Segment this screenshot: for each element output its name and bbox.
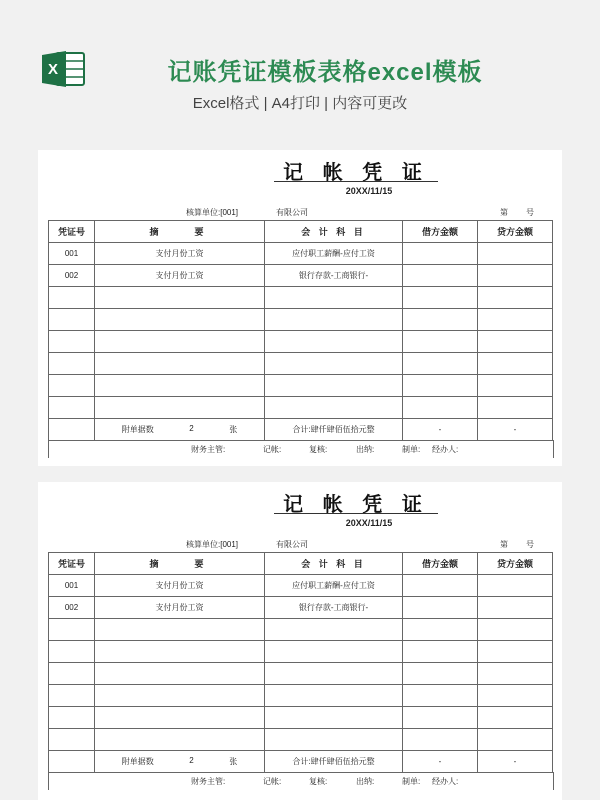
cell-debit[interactable] [403,331,478,353]
cell-debit[interactable] [403,597,478,619]
cell-debit[interactable] [403,575,478,597]
cell-voucher-no[interactable] [49,375,95,397]
voucher-number-unit: 号 [526,208,534,217]
voucher-date: 20XX/11/15 [345,518,393,528]
unit-name: 有限公司 [276,208,308,217]
cell-account[interactable] [265,685,403,707]
cell-voucher-no[interactable] [49,331,95,353]
cell-debit[interactable] [403,707,478,729]
cell-credit[interactable] [478,287,553,309]
page-subtitle: Excel格式 | A4打印 | 内容可更改 [192,95,408,112]
table-row [49,663,553,685]
cell-summary[interactable] [95,375,265,397]
cell-debit[interactable] [403,619,478,641]
table-row [49,597,553,619]
sign-handler: 经办人: [432,445,459,454]
cell-summary[interactable] [95,663,265,685]
cell-summary[interactable] [95,309,265,331]
cell-credit[interactable] [478,353,553,375]
cell-summary[interactable] [95,641,265,663]
voucher-sheet-1 [38,150,562,466]
voucher-number-unit: 号 [526,540,534,549]
signature-row [48,440,554,458]
cell-voucher-no[interactable]: 002 [49,265,95,287]
voucher-title: 记 帐 凭 证 [283,494,429,516]
voucher-table [48,220,553,441]
attach-count[interactable]: 2 [189,756,194,765]
cell-voucher-no[interactable]: 002 [49,597,95,619]
attach-count[interactable]: 2 [189,424,194,433]
cell-voucher-no[interactable] [49,663,95,685]
attach-unit: 张 [229,425,238,434]
cell-summary[interactable] [95,331,265,353]
cell-account[interactable] [265,641,403,663]
cell-debit[interactable] [403,265,478,287]
col-account: 会 计 科 目 [265,553,403,575]
page-header [0,0,600,130]
col-voucher-no: 凭证号 [49,553,95,575]
sign-manager: 财务主管: [191,445,226,454]
table-row [49,685,553,707]
table-header-row [49,221,553,243]
attach-label: 附单据数 [121,425,154,434]
cell-voucher-no[interactable] [49,309,95,331]
table-header-row [49,553,553,575]
cell-credit[interactable] [478,707,553,729]
sign-cashier: 出纳: [356,445,375,454]
table-row [49,265,553,287]
unit-name: 有限公司 [276,540,308,549]
cell-account[interactable] [265,707,403,729]
col-credit: 贷方金额 [478,221,553,243]
cell-voucher-no[interactable] [49,707,95,729]
cell-voucher-no[interactable] [49,619,95,641]
col-debit: 借方金额 [403,553,478,575]
cell-summary[interactable] [95,707,265,729]
cell-debit[interactable] [403,309,478,331]
cell-summary[interactable]: 支付月份工资 [95,243,265,265]
cell-account[interactable]: 应付职工薪酬-应付工资 [265,243,403,265]
total-label: 合计:肆仟肆佰伍拾元整 [265,419,403,441]
cell-account[interactable]: 应付职工薪酬-应付工资 [265,575,403,597]
total-credit: - [478,419,553,441]
cell-credit[interactable] [478,575,553,597]
cell-credit[interactable] [478,375,553,397]
cell-credit[interactable] [478,619,553,641]
voucher-title: 记 帐 凭 证 [283,162,429,184]
attach-label: 附单据数 [121,757,154,766]
table-row [49,729,553,751]
sign-bookkeeper: 记帐: [263,445,282,454]
cell-summary[interactable]: 支付月份工资 [95,597,265,619]
table-row [49,375,553,397]
cell-voucher-no[interactable]: 001 [49,575,95,597]
cell-debit[interactable] [403,641,478,663]
cell-credit[interactable] [478,265,553,287]
cell-account[interactable] [265,619,403,641]
cell-account[interactable] [265,663,403,685]
cell-debit[interactable] [403,375,478,397]
cell-credit[interactable] [478,641,553,663]
title-underline [274,513,438,514]
cell-voucher-no[interactable]: 001 [49,243,95,265]
col-credit: 贷方金额 [478,553,553,575]
table-row [49,641,553,663]
voucher-sheet-2 [38,482,562,800]
sign-manager: 财务主管: [191,777,226,786]
table-row [49,243,553,265]
attach-unit: 张 [229,757,238,766]
cell-account[interactable] [265,287,403,309]
attachment-cell [95,751,265,773]
col-summary: 摘 要 [95,221,265,243]
total-row [49,419,553,441]
table-row [49,619,553,641]
cell-summary[interactable] [95,397,265,419]
voucher-table [48,552,553,773]
table-row [49,309,553,331]
cell-account[interactable]: 银行存款-工商银行- [265,265,403,287]
cell-account[interactable] [265,309,403,331]
col-debit: 借方金额 [403,221,478,243]
sign-preparer: 制单: [402,777,421,786]
cell-account[interactable] [265,353,403,375]
cell-summary[interactable]: 支付月份工资 [95,575,265,597]
unit-label: 核算单位:[001] [186,208,239,217]
title-underline [274,181,438,182]
cell-account[interactable] [265,375,403,397]
cell-credit[interactable] [478,331,553,353]
cell-summary[interactable] [95,619,265,641]
voucher-number-label: 第 [500,540,508,549]
sign-reviewer: 复核: [309,445,328,454]
cell-credit[interactable] [478,729,553,751]
cell-debit[interactable] [403,397,478,419]
sign-reviewer: 复核: [309,777,328,786]
cell-credit[interactable] [478,397,553,419]
table-row [49,575,553,597]
cell-voucher-no[interactable] [49,729,95,751]
unit-label: 核算单位:[001] [186,540,239,549]
cell-account[interactable]: 银行存款-工商银行- [265,597,403,619]
table-row [49,397,553,419]
cell-debit[interactable] [403,729,478,751]
sign-cashier: 出纳: [356,777,375,786]
col-voucher-no: 凭证号 [49,221,95,243]
cell-voucher-no[interactable] [49,287,95,309]
total-row [49,751,553,773]
cell-summary[interactable] [95,729,265,751]
cell-summary[interactable] [95,685,265,707]
cell-summary[interactable] [95,353,265,375]
sign-preparer: 制单: [402,445,421,454]
cell-credit[interactable] [478,243,553,265]
cell-debit[interactable] [403,685,478,707]
cell-voucher-no[interactable] [49,353,95,375]
cell-debit[interactable] [403,243,478,265]
cell-credit[interactable] [478,685,553,707]
table-row [49,353,553,375]
col-summary: 摘 要 [95,553,265,575]
cell-credit[interactable] [478,597,553,619]
cell-account[interactable] [265,331,403,353]
svg-text:X: X [47,61,59,78]
signature-row [48,772,554,790]
cell-account[interactable] [265,729,403,751]
voucher-number-label: 第 [500,208,508,217]
cell-debit[interactable] [403,663,478,685]
total-credit: - [478,751,553,773]
attachment-cell [95,419,265,441]
cell-voucher-no[interactable] [49,641,95,663]
sign-bookkeeper: 记帐: [263,777,282,786]
table-row [49,707,553,729]
total-label: 合计:肆仟肆佰伍拾元整 [265,751,403,773]
table-row [49,287,553,309]
page-title: 记账凭证模板表格excel模板 [167,59,483,86]
table-row [49,331,553,353]
cell-credit[interactable] [478,309,553,331]
cell-debit[interactable] [403,353,478,375]
cell-voucher-no[interactable] [49,397,95,419]
cell-account[interactable] [265,397,403,419]
col-account: 会 计 科 目 [265,221,403,243]
total-debit: - [403,419,478,441]
cell-credit[interactable] [478,663,553,685]
cell-summary[interactable]: 支付月份工资 [95,265,265,287]
cell-debit[interactable] [403,287,478,309]
sign-handler: 经办人: [432,777,459,786]
voucher-date: 20XX/11/15 [345,186,393,196]
cell-summary[interactable] [95,287,265,309]
cell-voucher-no[interactable] [49,685,95,707]
total-debit: - [403,751,478,773]
